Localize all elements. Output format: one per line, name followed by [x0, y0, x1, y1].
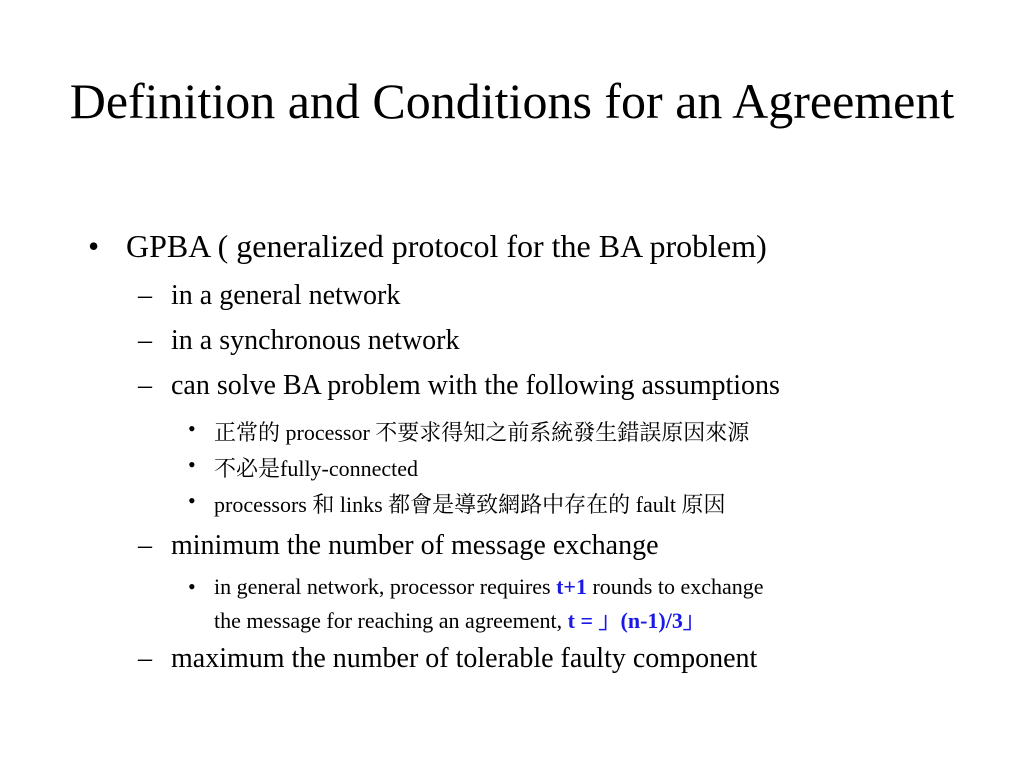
rounds-line-2: [214, 604, 705, 635]
rounds-text-d: the message for reaching an agreement,: [214, 608, 568, 633]
subitem-text: minimum the number of message exchange: [171, 530, 659, 561]
bullet-text: GPBA ( generalized protocol for the BA problem): [126, 228, 767, 264]
bullet-marker: •: [88, 228, 100, 264]
assumption-text: 正常的 processor 不要求得知之前系統發生錯誤原因來源: [214, 420, 750, 445]
subitem-text: can solve BA problem with the following assumptions: [171, 370, 780, 401]
assumption-text: 不必是fully-connected: [214, 456, 419, 481]
bullet-marker: •: [188, 452, 196, 477]
bullet-marker: •: [188, 416, 196, 441]
dash-marker: –: [138, 280, 152, 311]
dash-marker: –: [138, 325, 152, 356]
assumption-text: processors 和 links 都會是導致網路中存在的 fault 原因: [214, 492, 726, 517]
rounds-line-1: [214, 574, 764, 600]
subitem-text: maximum the number of tolerable faulty component: [171, 643, 758, 674]
rounds-text-c: rounds to exchange: [586, 574, 764, 599]
slide-title: Definition and Conditions for an Agreement: [69, 73, 955, 129]
dash-marker: –: [138, 370, 152, 401]
rounds-t-plus-1: t+1: [556, 574, 587, 599]
subitem-text: in a synchronous network: [171, 325, 460, 356]
bullet-marker: •: [188, 488, 196, 513]
t-formula: t = 」(n-1)/3」: [567, 608, 705, 633]
bullet-marker: •: [188, 574, 196, 599]
dash-marker: –: [138, 530, 152, 561]
dash-marker: –: [138, 643, 152, 674]
subitem-text: in a general network: [171, 280, 401, 311]
rounds-text-a: in general network, processor requires: [214, 574, 557, 599]
